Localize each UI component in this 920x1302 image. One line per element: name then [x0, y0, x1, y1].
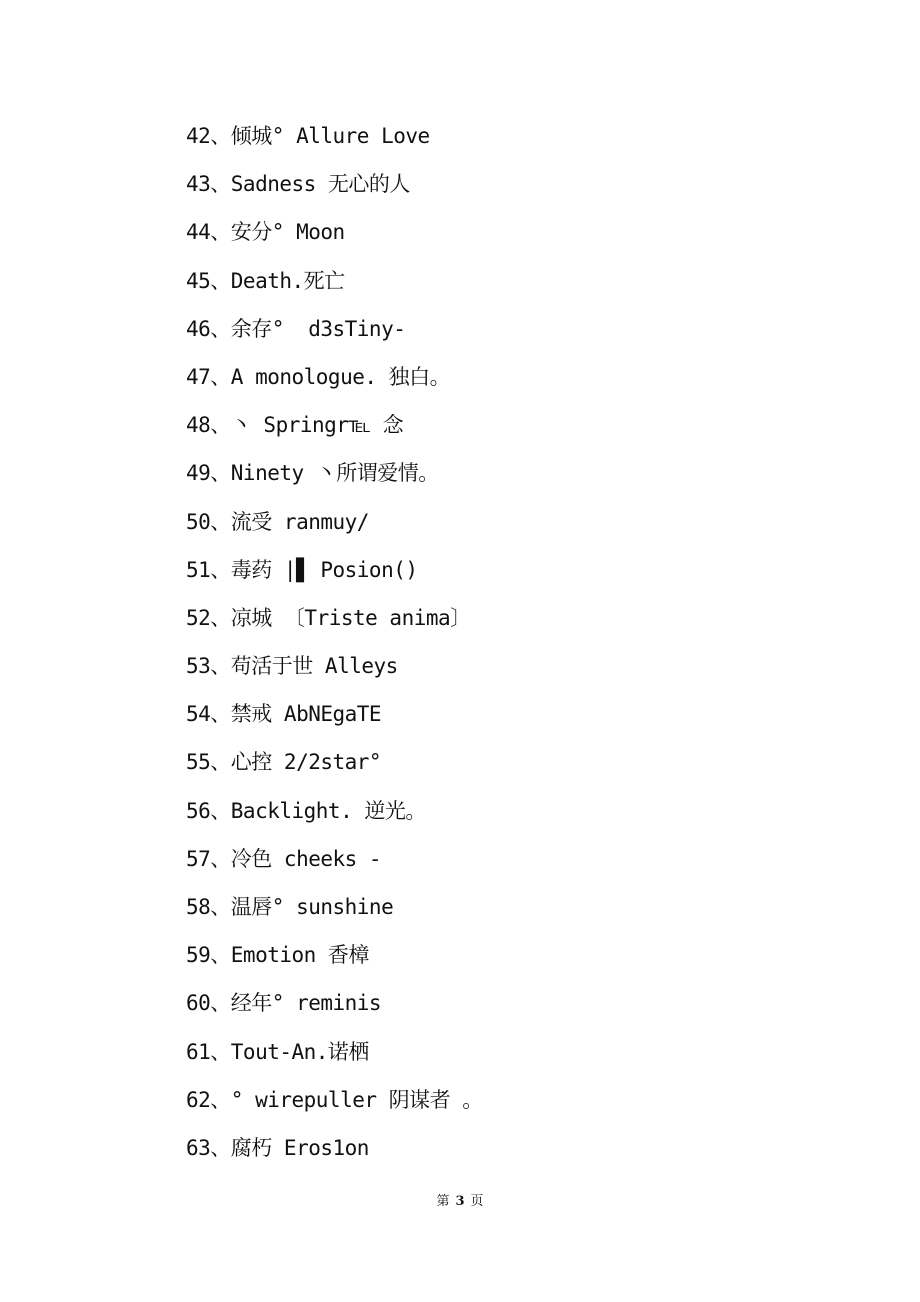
list-item: 57、冷色 cheeks - [186, 846, 382, 871]
list-item: 51、毒药 |▋ Posion() [186, 557, 418, 582]
list-item: 59、Emotion 香樟 [186, 943, 369, 968]
list-item: 53、苟活于世 Alleys [186, 654, 398, 679]
page-suffix: 页 [470, 1194, 484, 1209]
list-item: 47、A monologue. 独白。 [186, 364, 451, 389]
list-item: 48、丶 Springr℡ 念 [186, 413, 404, 438]
page-number: 3 [455, 1194, 465, 1209]
list-item: 60、经年° reminis [186, 991, 382, 1016]
page-prefix: 第 [436, 1194, 450, 1209]
nickname-list [186, 118, 483, 1178]
list-item: 43、Sadness 无心的人 [186, 172, 410, 197]
list-item: 44、安分° Moon [186, 220, 345, 245]
page-footer [0, 1190, 920, 1209]
list-item: 49、Ninety 丶所谓爱情。 [186, 461, 439, 486]
list-item: 58、温唇° sunshine [186, 895, 394, 919]
list-item: 61、Tout-An.诺栖 [186, 1039, 369, 1064]
list-item: 52、凉城 〔Triste anima〕 [186, 605, 471, 630]
list-item: 42、倾城° Allure Love [186, 124, 430, 148]
list-item: 45、Death.死亡 [186, 268, 345, 293]
list-item: 56、Backlight. 逆光。 [186, 798, 426, 823]
list-item: 46、余存° d3sTiny- [186, 316, 406, 341]
list-item: 50、流受 ranmuy/ [186, 509, 369, 534]
list-item: 63、腐朽 Eros1on [186, 1135, 369, 1160]
list-item: 55、心控 2/2star° [186, 750, 382, 775]
list-item: 62、° wirepuller 阴谋者 。 [186, 1087, 483, 1112]
list-item: 54、禁戒 AbNEgaTE [186, 702, 382, 727]
